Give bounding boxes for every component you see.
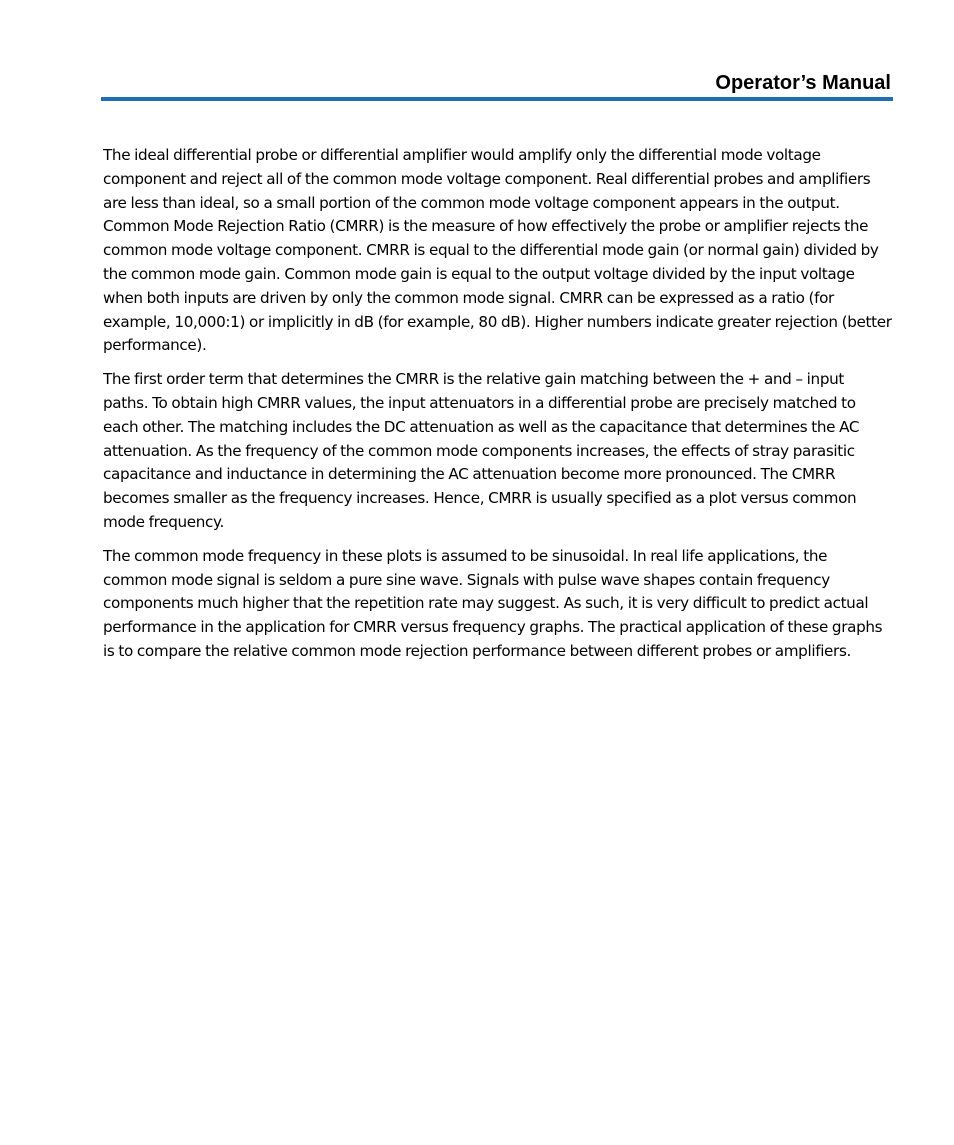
- manual-title: Operator’s Manual: [715, 72, 891, 94]
- body-content: [103, 144, 893, 674]
- paragraph-common-mode-frequency: The common mode frequency in these plots is assumed to be sinusoidal. In real life applications, the common mode signal is seldom a pure sine wave. Signals with pulse wave shapes contain frequency components much higher that the repetition rate may suggest. As such, it is very difficult to predict actual performance in the application for CMRR versus frequency graphs. The practical application of these graphs is to compare the relative common mode rejection performance between different probes or amplifiers.: [103, 546, 883, 660]
- paragraph-gain-matching: The first order term that determines the CMRR is the relative gain matching between the + and – input paths. To obtain high CMRR values, the input attenuators in a differential probe are precisely matched to each other. The matching includes the DC attenuation as well as the capacitance that determines the AC attenuation. As the frequency of the common mode components increases, the effects of stray parasitic capacitance and inductance in determining the AC attenuation become more pronounced. The CMRR becomes smaller as the frequency increases. Hence, CMRR is usually specified as a plot versus common mode frequency.: [103, 370, 860, 531]
- page-header: [101, 68, 893, 102]
- header-divider: [101, 97, 893, 101]
- paragraph-cmrr-definition: The ideal differential probe or differential amplifier would amplify only the differential mode voltage component and reject all of the common mode voltage component. Real differential probes and amplifiers are less than ideal, so a small portion of the common mode voltage component appears in the output. Common Mode Rejection Ratio (CMRR) is the measure of how effectively the probe or amplifier rejects the common mode voltage component. CMRR is equal to the differential mode gain (or normal gain) divided by the common mode gain. Common mode gain is equal to the output voltage divided by the input voltage when both inputs are driven by only the common mode signal. CMRR can be expressed as a ratio (for example, 10,000:1) or implicitly in dB (for example, 80 dB). Higher numbers indicate greater rejection (better performance).: [103, 146, 892, 355]
